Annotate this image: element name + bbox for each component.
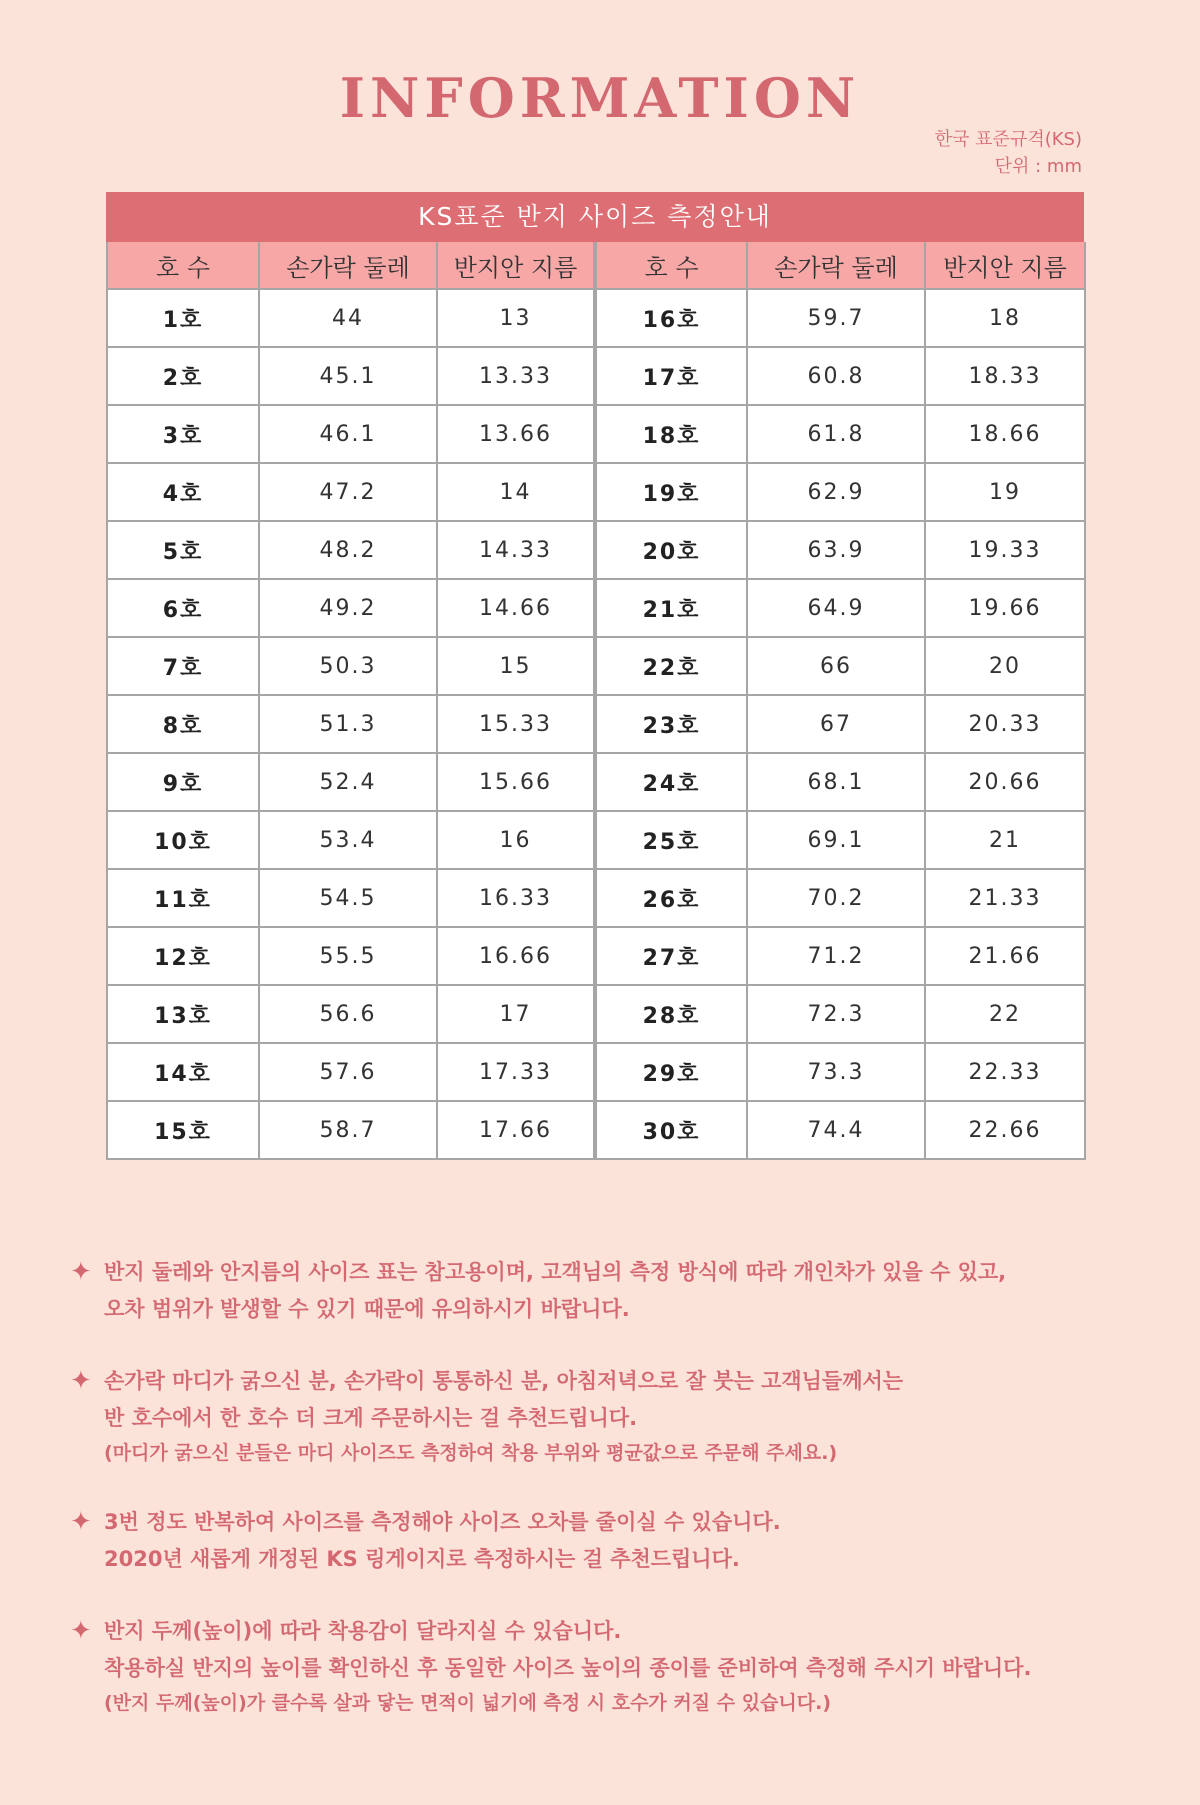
sparkle-icon: ✦ (70, 1366, 92, 1396)
size-cell: 22호 (595, 637, 747, 695)
size-cell: 3호 (107, 405, 259, 463)
diameter-cell: 16.33 (437, 869, 595, 927)
diameter-cell: 15.66 (437, 753, 595, 811)
header-circumference-left: 손가락 둘레 (259, 242, 437, 289)
header-diameter-left: 반지안 지름 (437, 242, 595, 289)
diameter-cell: 21.66 (925, 927, 1085, 985)
table-row (107, 695, 1085, 753)
diameter-cell: 20 (925, 637, 1085, 695)
circumference-cell: 52.4 (259, 753, 437, 811)
diameter-cell: 14.66 (437, 579, 595, 637)
table-header-row (107, 242, 1085, 289)
note-line: 손가락 마디가 굵으신 분, 손가락이 통통하신 분, 아침저녁으로 잘 붓는 고객님들께서는 (104, 1369, 904, 1393)
size-cell: 28호 (595, 985, 747, 1043)
diameter-cell: 14.33 (437, 521, 595, 579)
size-cell: 12호 (107, 927, 259, 985)
circumference-cell: 57.6 (259, 1043, 437, 1101)
circumference-cell: 59.7 (747, 289, 925, 347)
circumference-cell: 58.7 (259, 1101, 437, 1159)
table-row (107, 1043, 1085, 1101)
standard-info (935, 126, 1082, 180)
diameter-cell: 20.33 (925, 695, 1085, 753)
table-body (107, 289, 1085, 1159)
diameter-cell: 22.66 (925, 1101, 1085, 1159)
size-cell: 11호 (107, 869, 259, 927)
circumference-cell: 49.2 (259, 579, 437, 637)
circumference-cell: 71.2 (747, 927, 925, 985)
header-size-right: 호 수 (595, 242, 747, 289)
size-cell: 29호 (595, 1043, 747, 1101)
sparkle-icon: ✦ (70, 1507, 92, 1537)
sparkle-icon: ✦ (70, 1257, 92, 1287)
size-cell: 24호 (595, 753, 747, 811)
diameter-cell: 17 (437, 985, 595, 1043)
circumference-cell: 74.4 (747, 1101, 925, 1159)
size-cell: 15호 (107, 1101, 259, 1159)
diameter-cell: 22 (925, 985, 1085, 1043)
circumference-cell: 61.8 (747, 405, 925, 463)
table-row (107, 463, 1085, 521)
note-subline: (마디가 굵으신 분들은 마디 사이즈도 측정하여 착용 부위와 평균값으로 주문해 주세요.) (104, 1442, 838, 1464)
circumference-cell: 69.1 (747, 811, 925, 869)
diameter-cell: 18.33 (925, 347, 1085, 405)
size-cell: 2호 (107, 347, 259, 405)
circumference-cell: 46.1 (259, 405, 437, 463)
diameter-cell: 15.33 (437, 695, 595, 753)
size-cell: 6호 (107, 579, 259, 637)
table-caption: KS표준 반지 사이즈 측정안내 (106, 192, 1084, 242)
size-cell: 7호 (107, 637, 259, 695)
table-row (107, 811, 1085, 869)
note-line: 오차 범위가 발생할 수 있기 때문에 유의하시기 바랍니다. (104, 1297, 630, 1321)
note-line: 반지 두께(높이)에 따라 착용감이 달라지실 수 있습니다. (104, 1619, 622, 1643)
size-cell: 25호 (595, 811, 747, 869)
circumference-cell: 72.3 (747, 985, 925, 1043)
page-title: INFORMATION (339, 66, 861, 130)
note-line: 3번 정도 반복하여 사이즈를 측정해야 사이즈 오차를 줄이실 수 있습니다. (104, 1510, 781, 1534)
table-row (107, 347, 1085, 405)
table-row (107, 927, 1085, 985)
diameter-cell: 18.66 (925, 405, 1085, 463)
table-row (107, 1101, 1085, 1159)
note-item (70, 1363, 1170, 1469)
diameter-cell: 19 (925, 463, 1085, 521)
size-cell: 19호 (595, 463, 747, 521)
diameter-cell: 14 (437, 463, 595, 521)
size-cell: 26호 (595, 869, 747, 927)
size-cell: 16호 (595, 289, 747, 347)
diameter-cell: 18 (925, 289, 1085, 347)
table-row (107, 753, 1085, 811)
note-item (70, 1254, 1170, 1328)
table-row (107, 289, 1085, 347)
circumference-cell: 56.6 (259, 985, 437, 1043)
circumference-cell: 67 (747, 695, 925, 753)
circumference-cell: 47.2 (259, 463, 437, 521)
circumference-cell: 53.4 (259, 811, 437, 869)
table-row (107, 579, 1085, 637)
circumference-cell: 66 (747, 637, 925, 695)
diameter-cell: 19.33 (925, 521, 1085, 579)
note-line: 반 호수에서 한 호수 더 크게 주문하시는 걸 추천드립니다. (104, 1406, 638, 1430)
circumference-cell: 60.8 (747, 347, 925, 405)
circumference-cell: 70.2 (747, 869, 925, 927)
size-cell: 14호 (107, 1043, 259, 1101)
circumference-cell: 55.5 (259, 927, 437, 985)
standard-label: 한국 표준규격(KS) (934, 129, 1082, 150)
diameter-cell: 21.33 (925, 869, 1085, 927)
diameter-cell: 16 (437, 811, 595, 869)
circumference-cell: 45.1 (259, 347, 437, 405)
note-line: 착용하실 반지의 높이를 확인하신 후 동일한 사이즈 높이의 종이를 준비하여 측정해 주시기 바랍니다. (104, 1656, 1032, 1680)
size-cell: 13호 (107, 985, 259, 1043)
note-line: 반지 둘레와 안지름의 사이즈 표는 참고용이며, 고객님의 측정 방식에 따라 개인차가 있을 수 있고, (104, 1260, 1007, 1284)
diameter-cell: 13 (437, 289, 595, 347)
diameter-cell: 22.33 (925, 1043, 1085, 1101)
diameter-cell: 20.66 (925, 753, 1085, 811)
diameter-cell: 15 (437, 637, 595, 695)
circumference-cell: 73.3 (747, 1043, 925, 1101)
diameter-cell: 13.66 (437, 405, 595, 463)
circumference-cell: 68.1 (747, 753, 925, 811)
size-cell: 23호 (595, 695, 747, 753)
table-row (107, 405, 1085, 463)
note-item (70, 1613, 1170, 1719)
size-cell: 5호 (107, 521, 259, 579)
notes-section (70, 1254, 1170, 1754)
size-cell: 8호 (107, 695, 259, 753)
sparkle-icon: ✦ (70, 1616, 92, 1646)
circumference-cell: 62.9 (747, 463, 925, 521)
diameter-cell: 19.66 (925, 579, 1085, 637)
size-table (106, 242, 1086, 1160)
size-cell: 30호 (595, 1101, 747, 1159)
diameter-cell: 16.66 (437, 927, 595, 985)
size-table-container (106, 192, 1084, 1160)
note-subline: (반지 두께(높이)가 클수록 살과 닿는 면적이 넓기에 측정 시 호수가 커질 수 있습니다.) (104, 1692, 832, 1714)
diameter-cell: 13.33 (437, 347, 595, 405)
diameter-cell: 17.33 (437, 1043, 595, 1101)
size-cell: 27호 (595, 927, 747, 985)
size-cell: 18호 (595, 405, 747, 463)
size-cell: 20호 (595, 521, 747, 579)
circumference-cell: 51.3 (259, 695, 437, 753)
size-cell: 1호 (107, 289, 259, 347)
diameter-cell: 21 (925, 811, 1085, 869)
note-line: 2020년 새롭게 개정된 KS 링게이지로 측정하시는 걸 추천드립니다. (104, 1547, 740, 1571)
table-row (107, 985, 1085, 1043)
circumference-cell: 44 (259, 289, 437, 347)
table-row (107, 637, 1085, 695)
size-cell: 17호 (595, 347, 747, 405)
size-cell: 9호 (107, 753, 259, 811)
size-cell: 21호 (595, 579, 747, 637)
circumference-cell: 64.9 (747, 579, 925, 637)
size-cell: 4호 (107, 463, 259, 521)
header-size-left: 호 수 (107, 242, 259, 289)
circumference-cell: 48.2 (259, 521, 437, 579)
unit-label: 단위 : mm (994, 156, 1082, 177)
header-diameter-right: 반지안 지름 (925, 242, 1085, 289)
table-row (107, 521, 1085, 579)
diameter-cell: 17.66 (437, 1101, 595, 1159)
circumference-cell: 54.5 (259, 869, 437, 927)
circumference-cell: 50.3 (259, 637, 437, 695)
circumference-cell: 63.9 (747, 521, 925, 579)
table-row (107, 869, 1085, 927)
header-circumference-right: 손가락 둘레 (747, 242, 925, 289)
note-item (70, 1504, 1170, 1578)
size-cell: 10호 (107, 811, 259, 869)
